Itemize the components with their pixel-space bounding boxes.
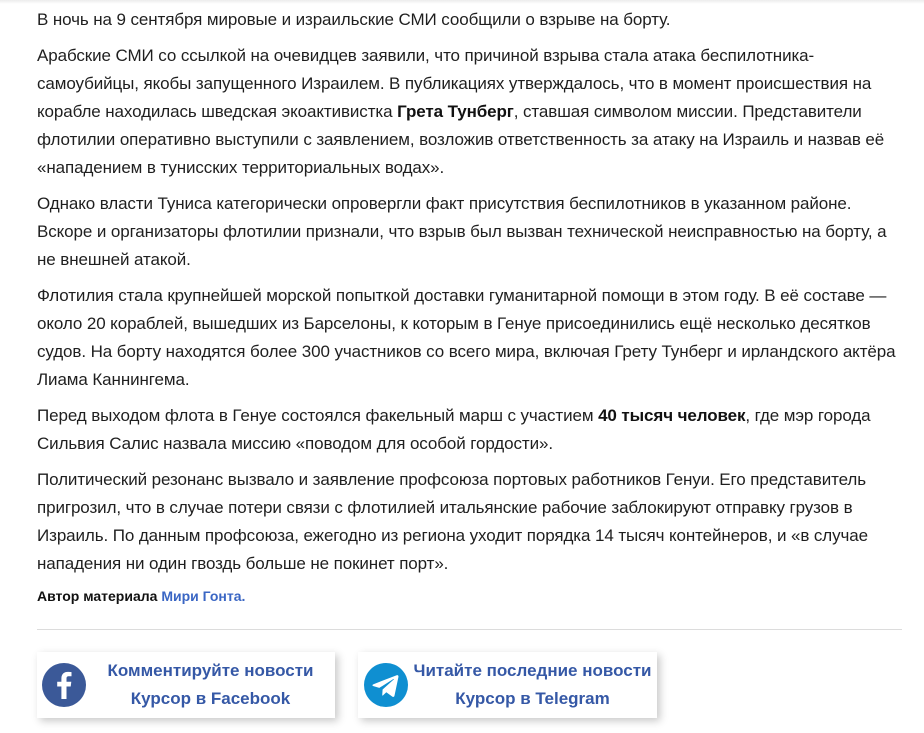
facebook-cta-text <box>86 657 335 713</box>
facebook-cta-button[interactable] <box>37 652 335 718</box>
paragraph-text: Арабские СМИ со ссылкой на очевидцев заявили, что причиной взрыва стала атака беспилотника-самоубийцы, якобы запущенного Израилем. В публикациях утверждалось, что в момент происшествия на корабле находилась шведская экоактивистка <box>37 46 872 121</box>
telegram-cta-line2: Курсор в Telegram <box>455 689 610 708</box>
author-link[interactable]: Мири Гонта. <box>161 588 246 604</box>
paragraph-5 <box>37 402 905 458</box>
author-line <box>37 586 905 606</box>
bold-name-greta: Грета Тунберг <box>397 102 514 121</box>
paragraph-text: Перед выходом флота в Генуе состоялся факельный марш с участием <box>37 406 599 425</box>
article-body <box>37 6 905 606</box>
author-label: Автор материала <box>37 588 158 604</box>
divider <box>37 629 902 630</box>
telegram-cta-text <box>408 657 657 713</box>
facebook-cta-line2: Курсор в Facebook <box>130 689 291 708</box>
bold-count: 40 тысяч человек <box>598 406 746 425</box>
paragraph-2 <box>37 42 905 182</box>
paragraph-text: , где мэр города Сильвия Салис назвала миссию «поводом для особой гордости». <box>37 406 871 453</box>
paragraph-1: В ночь на 9 сентября мировые и израильские СМИ сообщили о взрыве на борту. <box>37 10 671 29</box>
paragraph-text: , ставшая символом миссии. Представители флотилии оперативно выступили с заявлением, возложив ответственность за атаку на Израиль и назвав её «нападением в тунисских территориальных водах». <box>37 102 885 177</box>
top-shadow <box>0 0 924 4</box>
telegram-cta-button[interactable] <box>358 652 657 718</box>
telegram-icon <box>364 663 408 707</box>
telegram-cta-line1: Читайте последние новости <box>413 661 652 680</box>
facebook-icon <box>42 663 86 707</box>
paragraph-4: Флотилия стала крупнейшей морской попыткой доставки гуманитарной помощи в этом году. В её составе — около 20 кораблей, вышедших из Барселоны, к которым в Генуе присоединились ещё несколько десятков судов. На борту находятся более 300 участников со всего мира, включая Грету Тунберг и ирландского актёра Лиама Каннингема. <box>37 286 896 389</box>
paragraph-3: Однако власти Туниса категорически опровергли факт присутствия беспилотников в указанном районе. Вскоре и организаторы флотилии признали, что взрыв был вызван технической неисправностью на борту, а не внешней атакой. <box>37 194 887 269</box>
facebook-cta-line1: Комментируйте новости <box>107 661 314 680</box>
paragraph-6: Политический резонанс вызвало и заявление профсоюза портовых работников Генуи. Его представитель пригрозил, что в случае потери связи с флотилией итальянские рабочие заблокируют отправку грузов в Израиль. По данным профсоюза, ежегодно из региона уходит порядка 14 тысяч контейнеров, и «в случае нападения ни один гвоздь больше не покинет порт». <box>37 470 868 573</box>
